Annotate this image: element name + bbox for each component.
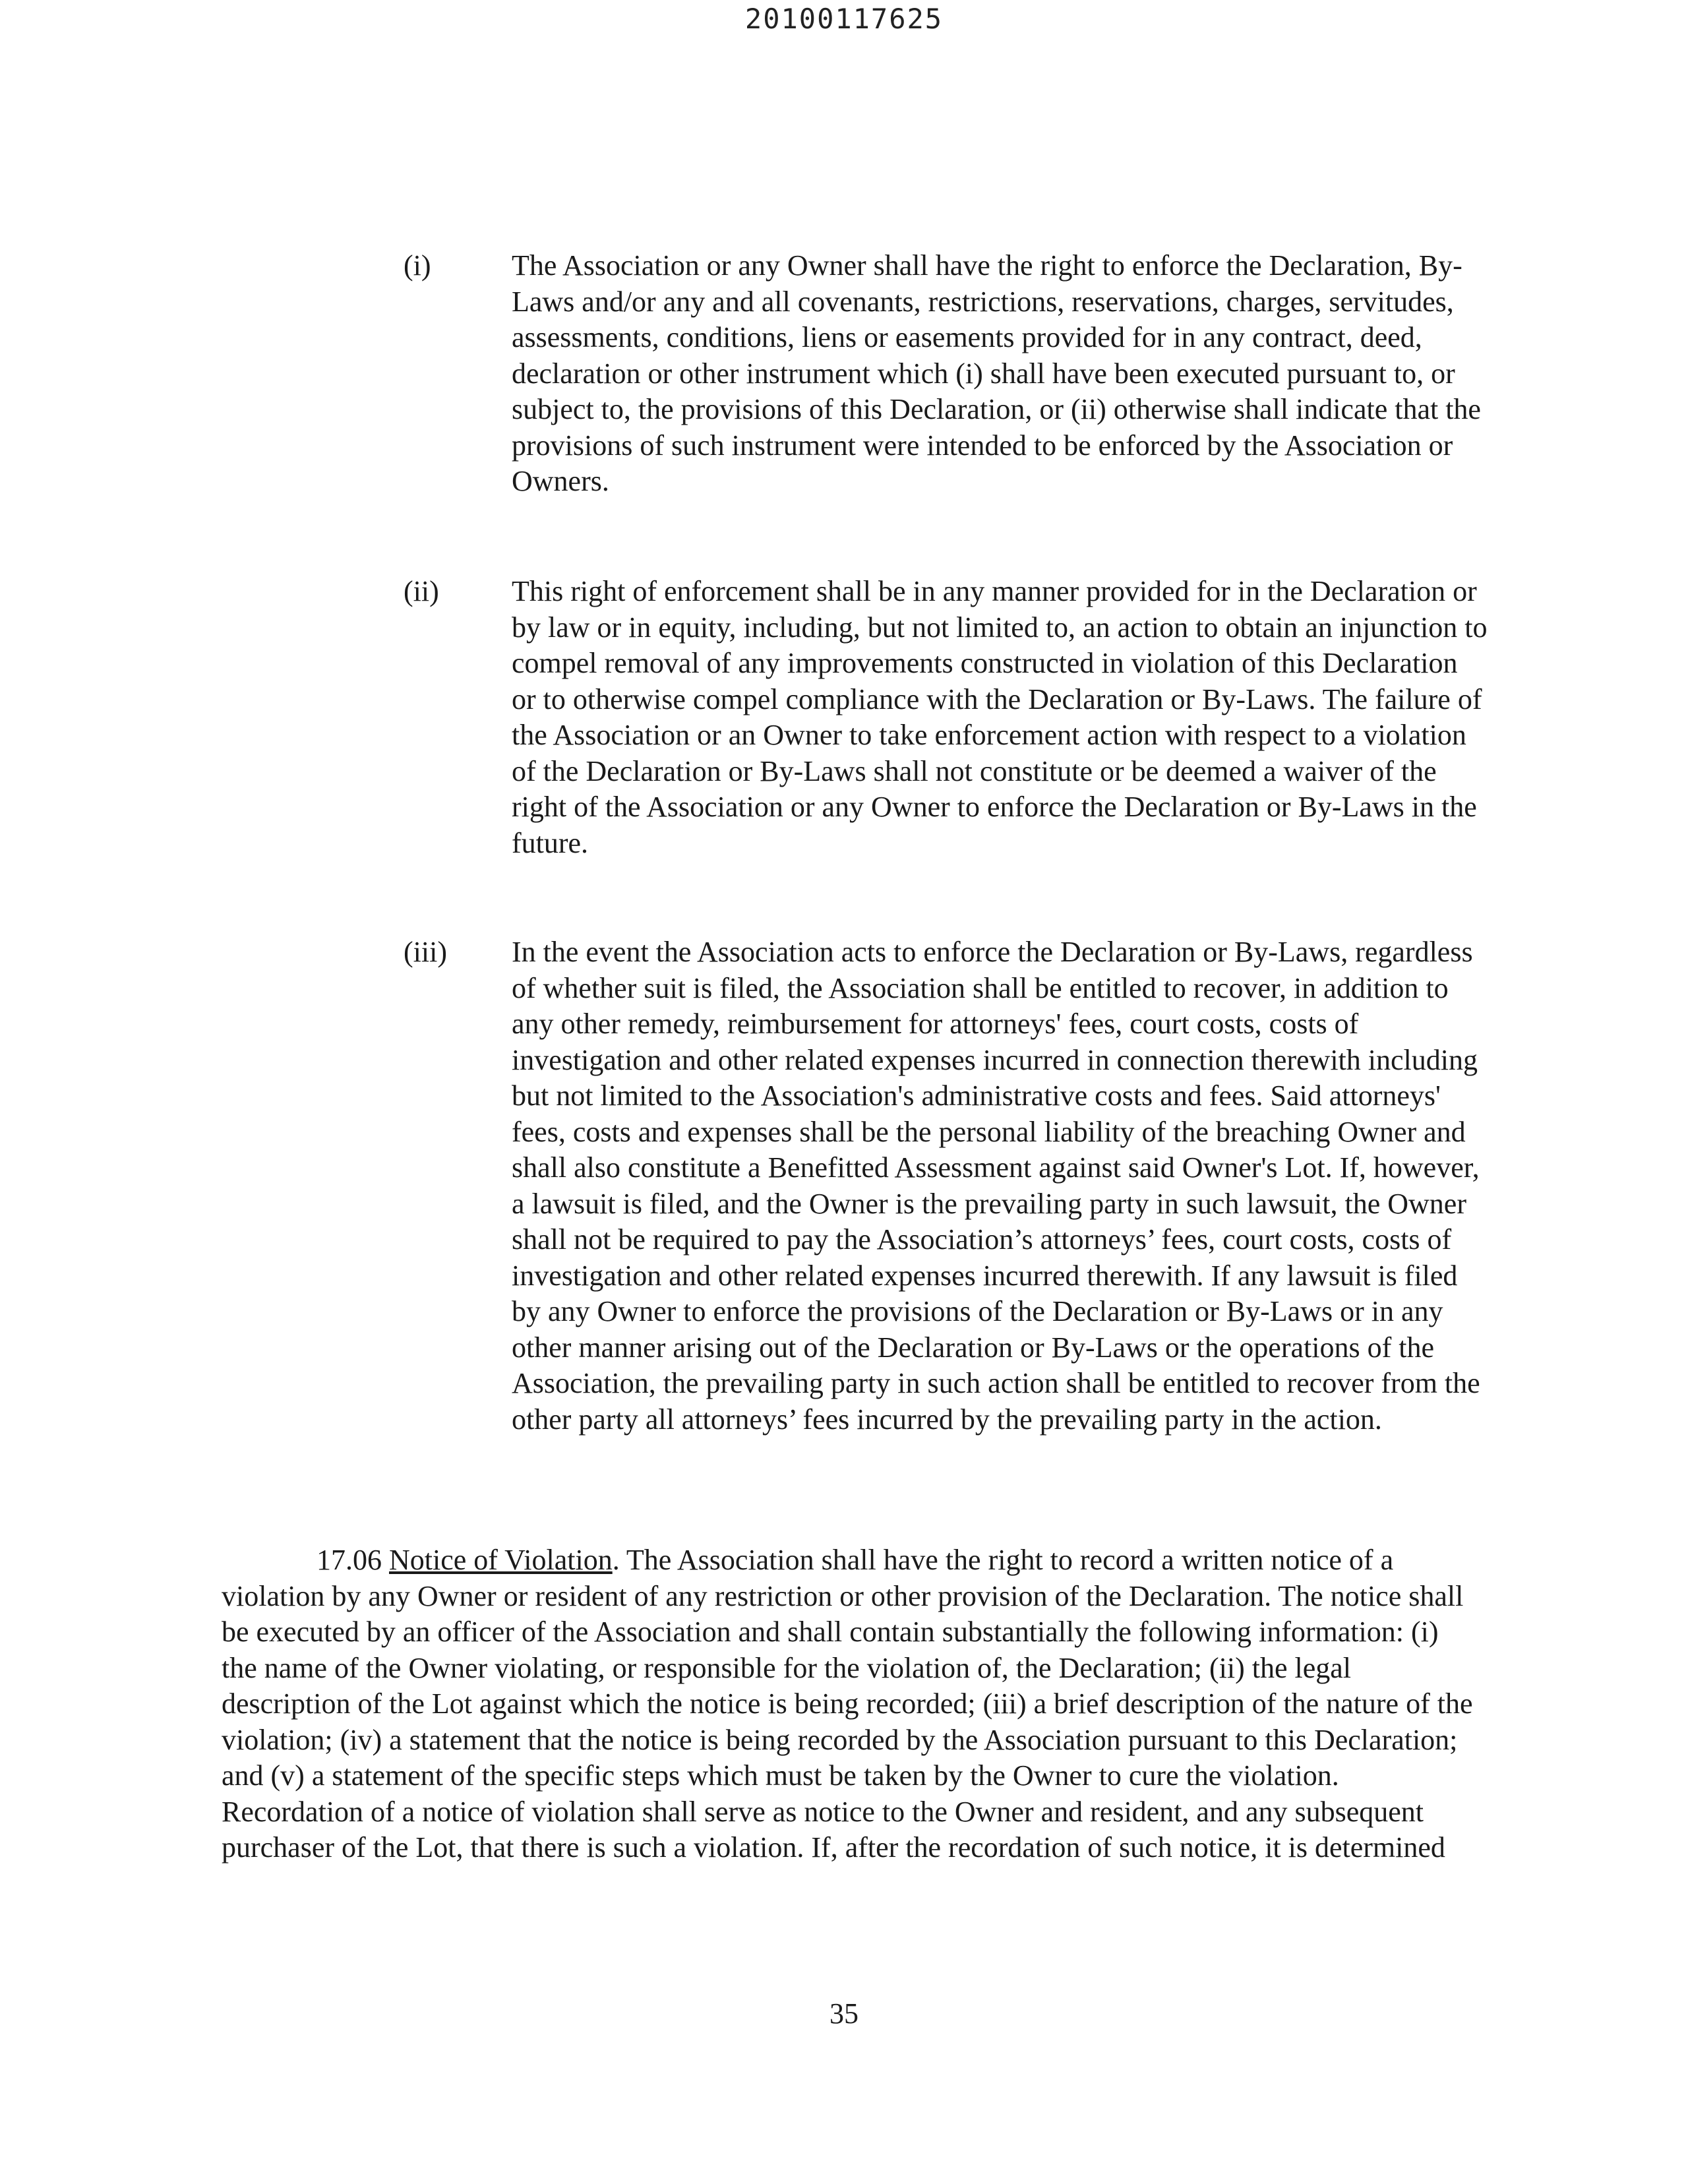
list-marker: (i) — [404, 249, 431, 282]
list-marker: (iii) — [404, 936, 447, 968]
section-body: The Association shall have the right to record a written notice of a violation by any Owner or resident of any restriction or other provision of the Declaration. The notice shall be executed by an officer of the Association and shall contain substantially the following information: (i) the name of the Owner violating, or responsible for the violation of, the Declaration; (ii) the legal description of the Lot against which the notice is being recorded; (iii) a brief description of the nature of the violation; (iv) a statement that the notice is being recorded by the Association pursuant to this Declaration; and (v) a statement of the specific steps which must be taken by the Owner to cure the violation. Recordation of a notice of violation shall serve as notice to the Owner and resident, and any subsequent purchaser of the Lot, that there is such a violation. If, after the recordation of such notice, it is determined — [222, 1544, 1473, 1864]
list-marker: (ii) — [404, 575, 439, 607]
document-number: 20100117625 — [744, 3, 944, 35]
page-number: 35 — [829, 1997, 859, 2030]
section-notice-of-violation — [222, 1542, 1474, 1866]
section-heading: Notice of Violation — [389, 1544, 613, 1576]
list-item-text: This right of enforcement shall be in any manner provided for in the Declaration or by law or in equity, including, but not limited to, an action to obtain an injunction to compel removal of any improvements constructed in violation of this Declaration or to otherwise compel compliance with the Declaration or By-Laws. The failure of the Association or an Owner to take enforcement action with respect to a violation of the Declaration or By-Laws shall not constitute or be deemed a waiver of the right of the Association or any Owner to enforce the Declaration or By-Laws in the future. — [512, 575, 1488, 859]
list-item-text: The Association or any Owner shall have the right to enforce the Declaration, By-Laws and/or any and all covenants, restrictions, reservations, charges, servitudes, assessments, conditions, liens or easements provided for in any contract, deed, declaration or other instrument which (i) shall have been executed pursuant to, or subject to, the provisions of this Declaration, or (ii) otherwise shall indicate that the provisions of such instrument were intended to be enforced by the Association or Owners. — [512, 249, 1481, 497]
section-heading-punct: . — [612, 1544, 620, 1576]
section-number: 17.06 — [316, 1544, 382, 1576]
list-item-text: In the event the Association acts to enforce the Declaration or By-Laws, regardless of whether suit is filed, the Association shall be entitled to recover, in addition to any other remedy, reimbursement for attorneys' fees, court costs, costs of investigation and other related expenses incurred in connection therewith including but not limited to the Association's administrative costs and fees. Said attorneys' fees, costs and expenses shall be the personal liability of the breaching Owner and shall also constitute a Benefitted Assessment against said Owner's Lot. If, however, a lawsuit is filed, and the Owner is the prevailing party in such lawsuit, the Owner shall not be required to pay the Association’s attorneys’ fees, court costs, costs of investigation and other related expenses incurred therewith. If any lawsuit is filed by any Owner to enforce the provisions of the Declaration or By-Laws or in any other manner arising out of the Declaration or By-Laws or the operations of the Association, the prevailing party in such action shall be entitled to recover from the other party all attorneys’ fees incurred by the prevailing party in the action. — [512, 936, 1480, 1436]
